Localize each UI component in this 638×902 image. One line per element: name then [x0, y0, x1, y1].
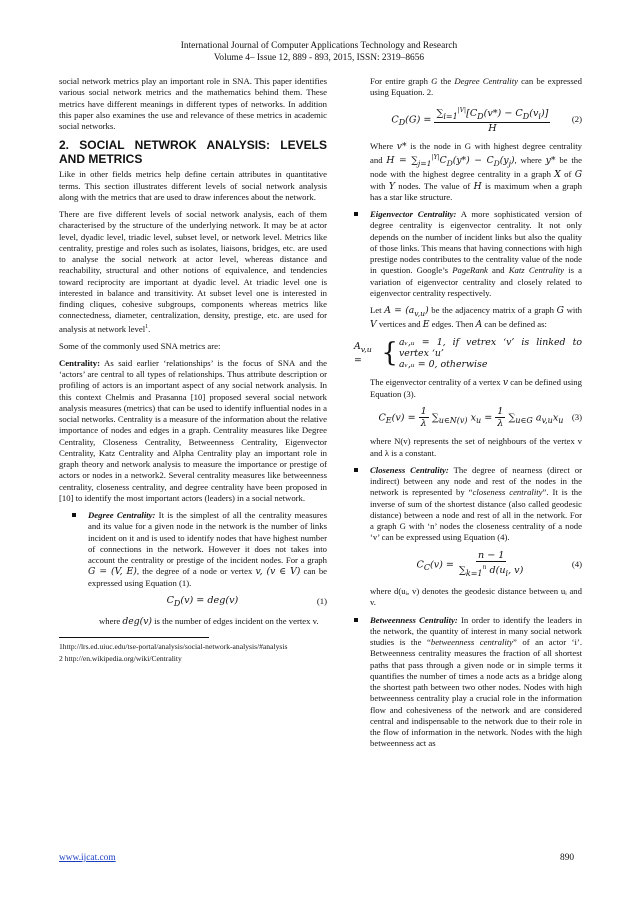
where-2: Where v* is the node in G with highest degree centrality and $H = \sum_{j=1}^{|Y|}C_D(y*) - C_D(y_j)$, where y* be the node with the highest degree centrality in a graph X of G with Y nodes. The value of H is maximum when a graph has a star like structure.	[370, 141, 583, 202]
centrality-text: As said earlier ‘relationships’ is the focus of SNA and the ‘actors’ are central to all types of relationships. Thus attribute description or profiling of actors is an important aspect of any social network analysis. In this context Chelmis and Prasanna [10] proposed several social network analysis measures (metrics) that can be used to identify influential nodes in a social networks. Centrality is a measure of the information about the relative importance of nodes and edges in a graph. Centrality measures like Degree Centrality, Closeness Centrality, Betweenness Centrality, Eigenvector Centrality, Katz Centrality and Alpha Centrality play an important role in graph theory and network analysis to measure the importance or prestige of actors or nodes in a network2. Several centrality measures like betweenness centrality, closeness centrality, and degree centrality have been proposed in [10] to identify the most important actors (leaders) in a social network.	[59, 357, 327, 503]
adjacency-cases: $A_{v,u}$ = { aᵥ,ᵤ = 1, if vetrex ‘v’ is linked to vertex ‘u’ aᵥ,ᵤ = 0, otherwise	[354, 336, 582, 371]
eigen-centrality-text: The eigenvector centrality of a vertex v can be defined using Equation (3).	[370, 377, 582, 399]
betweenness-bullet: Betweenness Centrality: In order to identify the leaders in the network, the quantity of interest in many social network studies is the “betweenness centrality” of an actor ‘i’. Betweenness centrality measures the fraction of all shortest paths that pass through a given node or in simple terms it quantifies the number of times a node acts as a bridge along the shortest path between two other nodes. Nodes with high betweenness centrality play a crucial role in the information flow and cohesiveness of the network and are considered central and indispensable to the network due to their role in the flow of information in the network. Nodes with the high betweenness act as	[341, 615, 582, 750]
section-paragraph-3: Some of the commonly used SNA metrics are:	[59, 340, 221, 351]
page-number: 890	[560, 853, 575, 863]
equation-3	[370, 406, 582, 430]
equation-1-formula: $C_D(v) = deg(v)$	[166, 594, 239, 608]
footnote-2: 2 http://en.wikipedia.org/wiki/Centrality	[59, 653, 182, 663]
degree-text-2: , the degree of a node or vertex	[136, 566, 253, 577]
footnote-divider	[59, 637, 209, 638]
graph-degree-intro: For entire graph G the Degree Centrality can be expressed using Equation. 2.	[370, 76, 582, 98]
levels-text: There are five different levels of social network analysis, each of them characterised by the structure of the underlying network. It may be at actor level, dyadic level, triadic level, subset level, or network level. Metrics like centrality, prestige and roles such as isolates, liaisons, bridges, etc. are used to analyse the social network at actor level, whereas distance and reachability, structural and other notions of equivalence, and tendencies toward reciprocity are important at dyadic level. At triadic level one is interested in balance and transitivity. At subset level one is interested in finding cliques, cohesive subgroups, components whereas metrics like connectedness, diameter, centralization, density, prestige, etc. are used for analysis at network level	[59, 209, 327, 334]
equation-2-number: (2)	[571, 113, 582, 124]
footnote-ref-1: 1	[145, 323, 149, 330]
left-column	[59, 76, 327, 665]
journal-volume: Volume 4– Issue 12, 889 - 893, 2015, ISSN: 2319–8656	[213, 53, 425, 63]
graph-symbol: G = (V, E)	[88, 566, 137, 578]
journal-title: International Journal of Computer Applications Technology and Research	[180, 41, 458, 51]
eigenvector-bullet: Eigenvector Centrality: A more sophisticated version of degree centrality is eigenvector centrality. It not only depends on the number of incident links but also the quality of those links. This means that having connections with high prestige nodes contributes to the centrality value of the node in question. Google’s PageRank and Katz Centrality is a variation of eigenvector centrality and closely related to eigenvector centrality respectively.	[341, 209, 582, 299]
equation-2-formula: $C_D(G)$ = $\frac{\sum_{i=1}^{|V|}[C_D(v*) - C_D(v_i)]}{H}$	[391, 106, 549, 134]
intro-paragraph: social network metrics play an important role in SNA. This paper identifies various social network metrics and the mathematics behind them. These metrics have different meanings in different types of networks. In addition this paper also examines the use and relevance of these metrics in academic social networks.	[59, 76, 327, 131]
bullet-square-icon	[354, 618, 358, 622]
degree-centrality-bullet	[59, 510, 327, 589]
where-3: where N(v) represents the set of neighbours of the vertex v and λ is a constant.	[370, 436, 582, 458]
equation-1	[59, 595, 327, 609]
footnote-1: 1http://lrs.ed.uiuc.edu/tse-portal/analysis/social-network-analysis/#analysis	[59, 642, 288, 652]
section-paragraph-2: There are five different levels of social network analysis, each of them characterised by the structure of the underlying network. It may be at actor level, dyadic level, triadic level, subset level, or network level. Metrics like centrality, prestige and roles such as isolates, liaisons, bridges, etc. are used to analyse the social network at actor level, whereas distance and reachability, structural and other notions of equivalence, and tendencies toward reciprocity are important at dyadic level. At triadic level one is interested in balance and transitivity. At subset level one is interested in finding cliques, cohesive subgroups, components whereas metrics like connectedness, diameter, centralization, density, prestige, etc. are used for analysis at network level$^1$.	[59, 209, 327, 334]
closeness-bullet: Closeness Centrality: The degree of nearness (direct or indirect) between any node and rest of the nodes in the network is represented by “closeness centrality”. It is the inverse of sum of the shortest distance (also called geodesic distance) between a node and rest of all in the network. For a graph G with ‘n’ nodes the closeness centrality of a node ‘v’ can be expressed using Equation (4).	[341, 465, 582, 544]
equation-3-number: (3)	[571, 411, 582, 422]
degree-label: Degree Centrality:	[88, 510, 156, 521]
case-2: aᵥ,ᵤ = 0, otherwise	[398, 359, 488, 371]
adjacency-definition: Let $A = (a_{v,u})$ be the adjacency matrix of a graph G with V vertices and E edges. Then A can be defined as:	[370, 305, 583, 331]
bullet-square-icon	[354, 468, 358, 472]
where-4: where d(uᵢ, v) denotes the geodesic distance between uᵢ and v.	[370, 586, 582, 608]
running-header	[0, 40, 638, 64]
equation-4	[370, 550, 582, 580]
equation-3-formula: $C_E(v)$ = $\frac{1}{\lambda}$ $\sum_{u\in N(v)}$ $x_u$ = $\frac{1}{\lambda}$ $\sum_{u\in G}$ $a_{v,u}x_u$	[378, 405, 564, 430]
where-1: where deg(v) is the number of edges incident on the vertex v.	[99, 616, 319, 628]
degree-text: It is the simplest of all the centrality measures and its value for a given node in the network is the number of links incident on it and is used to identify nodes that have highest number of connections in the network. However it does not takes into account the centrality or prestige of the incident nodes. For a graph	[88, 510, 327, 566]
right-column	[354, 76, 583, 756]
equation-2	[370, 105, 582, 135]
degree-text-3: can be expressed using Equation (1).	[88, 566, 328, 588]
closeness-label: Closeness Centrality:	[370, 464, 449, 475]
case-1: aᵥ,ᵤ = 1, if vetrex ‘v’ is linked to vertex ‘u’	[398, 336, 582, 359]
vertex-symbol: v, (v ∈ V)	[255, 566, 301, 578]
betweenness-label: Betweenness Centrality:	[370, 614, 458, 625]
equation-1-number: (1)	[316, 596, 327, 607]
journal-website-link[interactable]: www.ijcat.com	[59, 853, 116, 863]
equation-4-number: (4)	[571, 558, 582, 569]
bullet-square-icon	[354, 212, 358, 216]
bullet-square-icon	[72, 513, 76, 517]
centrality-paragraph	[59, 358, 327, 504]
centrality-label: Centrality:	[59, 357, 101, 368]
equation-4-formula: $C_C(v)$ = $\frac{n - 1}{\sum_{k=1}^n d(u_i, v)}$	[416, 549, 524, 578]
section-paragraph-1: Like in other fields metrics help define certain attributes in quantitative terms. This section illustrates different levels of social network analysis along with the metrics that are used to draw inferences about the network.	[59, 169, 327, 202]
section-heading: 2. SOCIAL NETWROK ANALYSIS: LEVELS AND METRICS	[59, 138, 327, 167]
eigen-label: Eigenvector Centrality:	[370, 209, 457, 220]
